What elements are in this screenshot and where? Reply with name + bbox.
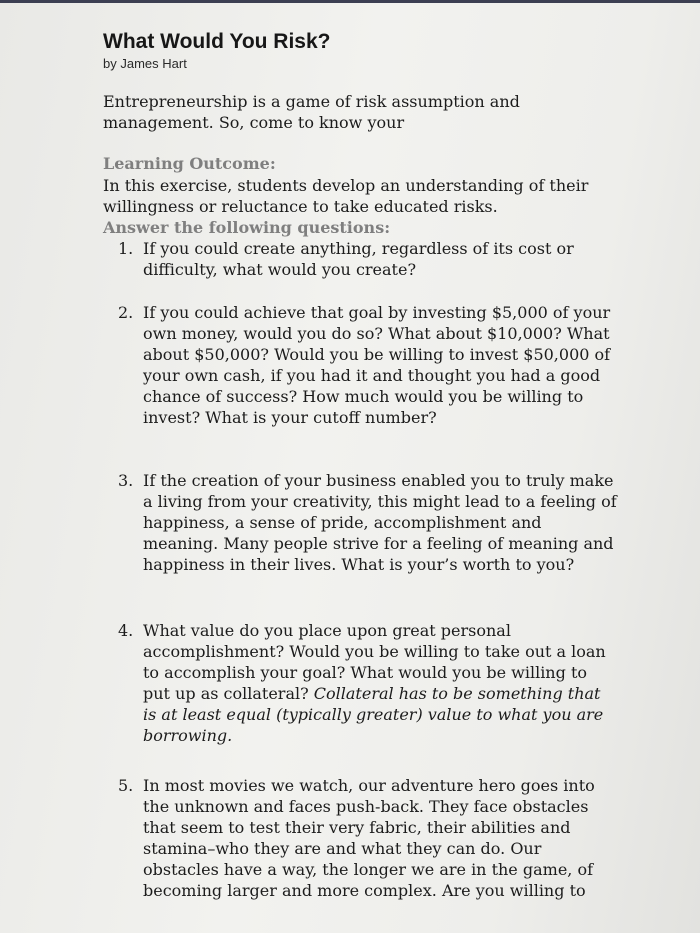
question-1: [118, 238, 618, 280]
question-3: [118, 470, 618, 575]
question-number: 1.: [118, 239, 134, 258]
questions-heading: Answer the following questions:: [103, 218, 391, 237]
learning-outcome-text: In this exercise, students develop an understanding of their willingness or reluctance to take educated risks.: [103, 176, 589, 216]
learning-outcome-heading: Learning Outcome:: [103, 154, 276, 173]
question-text: If the creation of your business enabled you to truly make a living from your creativity, this might lead to a feeling of happiness, a sense of pride, accomplishment and meaning. Many people strive for a feeling of meaning and happiness in their lives. What is your’s worth to you?: [143, 471, 617, 574]
question-number: 2.: [118, 303, 134, 322]
question-text: If you could create anything, regardless of its cost or difficulty, what would you create?: [143, 239, 574, 279]
question-text: [143, 620, 618, 746]
question-text-main: What value do you place upon great personal accomplishment? Would you be willing to take out a loan to accomplish your goal? What would you be willing to put up as collateral?: [143, 621, 606, 703]
page-title: What Would You Risk?: [103, 30, 331, 53]
collateral-note: Collateral has to be something that is at least equal (typically greater) value to what you are borrowing.: [143, 684, 604, 745]
intro-paragraph: Entrepreneurship is a game of risk assumption and management. So, come to know your: [103, 92, 520, 132]
question-4: [118, 620, 618, 746]
question-5: [118, 775, 618, 901]
question-text: If you could achieve that goal by investing $5,000 of your own money, would you do so? What about $10,000? What about $50,000? Would you be willing to invest $50,000 of your own cash, if you had it and thought you had a good chance of success? How much would you be willing to invest? What is your cutoff number?: [143, 303, 611, 427]
author-byline: by James Hart: [103, 56, 187, 71]
question-2: [118, 302, 618, 428]
question-number: 5.: [118, 776, 134, 795]
question-number: 4.: [118, 621, 134, 640]
question-number: 3.: [118, 471, 134, 490]
question-text: In most movies we watch, our adventure hero goes into the unknown and faces push-back. They face obstacles that seem to test their very fabric, their abilities and stamina–who they are and what they can do. Our obstacles have a way, the longer we are in the game, of becoming larger and more complex. Are you willing to: [143, 776, 595, 900]
